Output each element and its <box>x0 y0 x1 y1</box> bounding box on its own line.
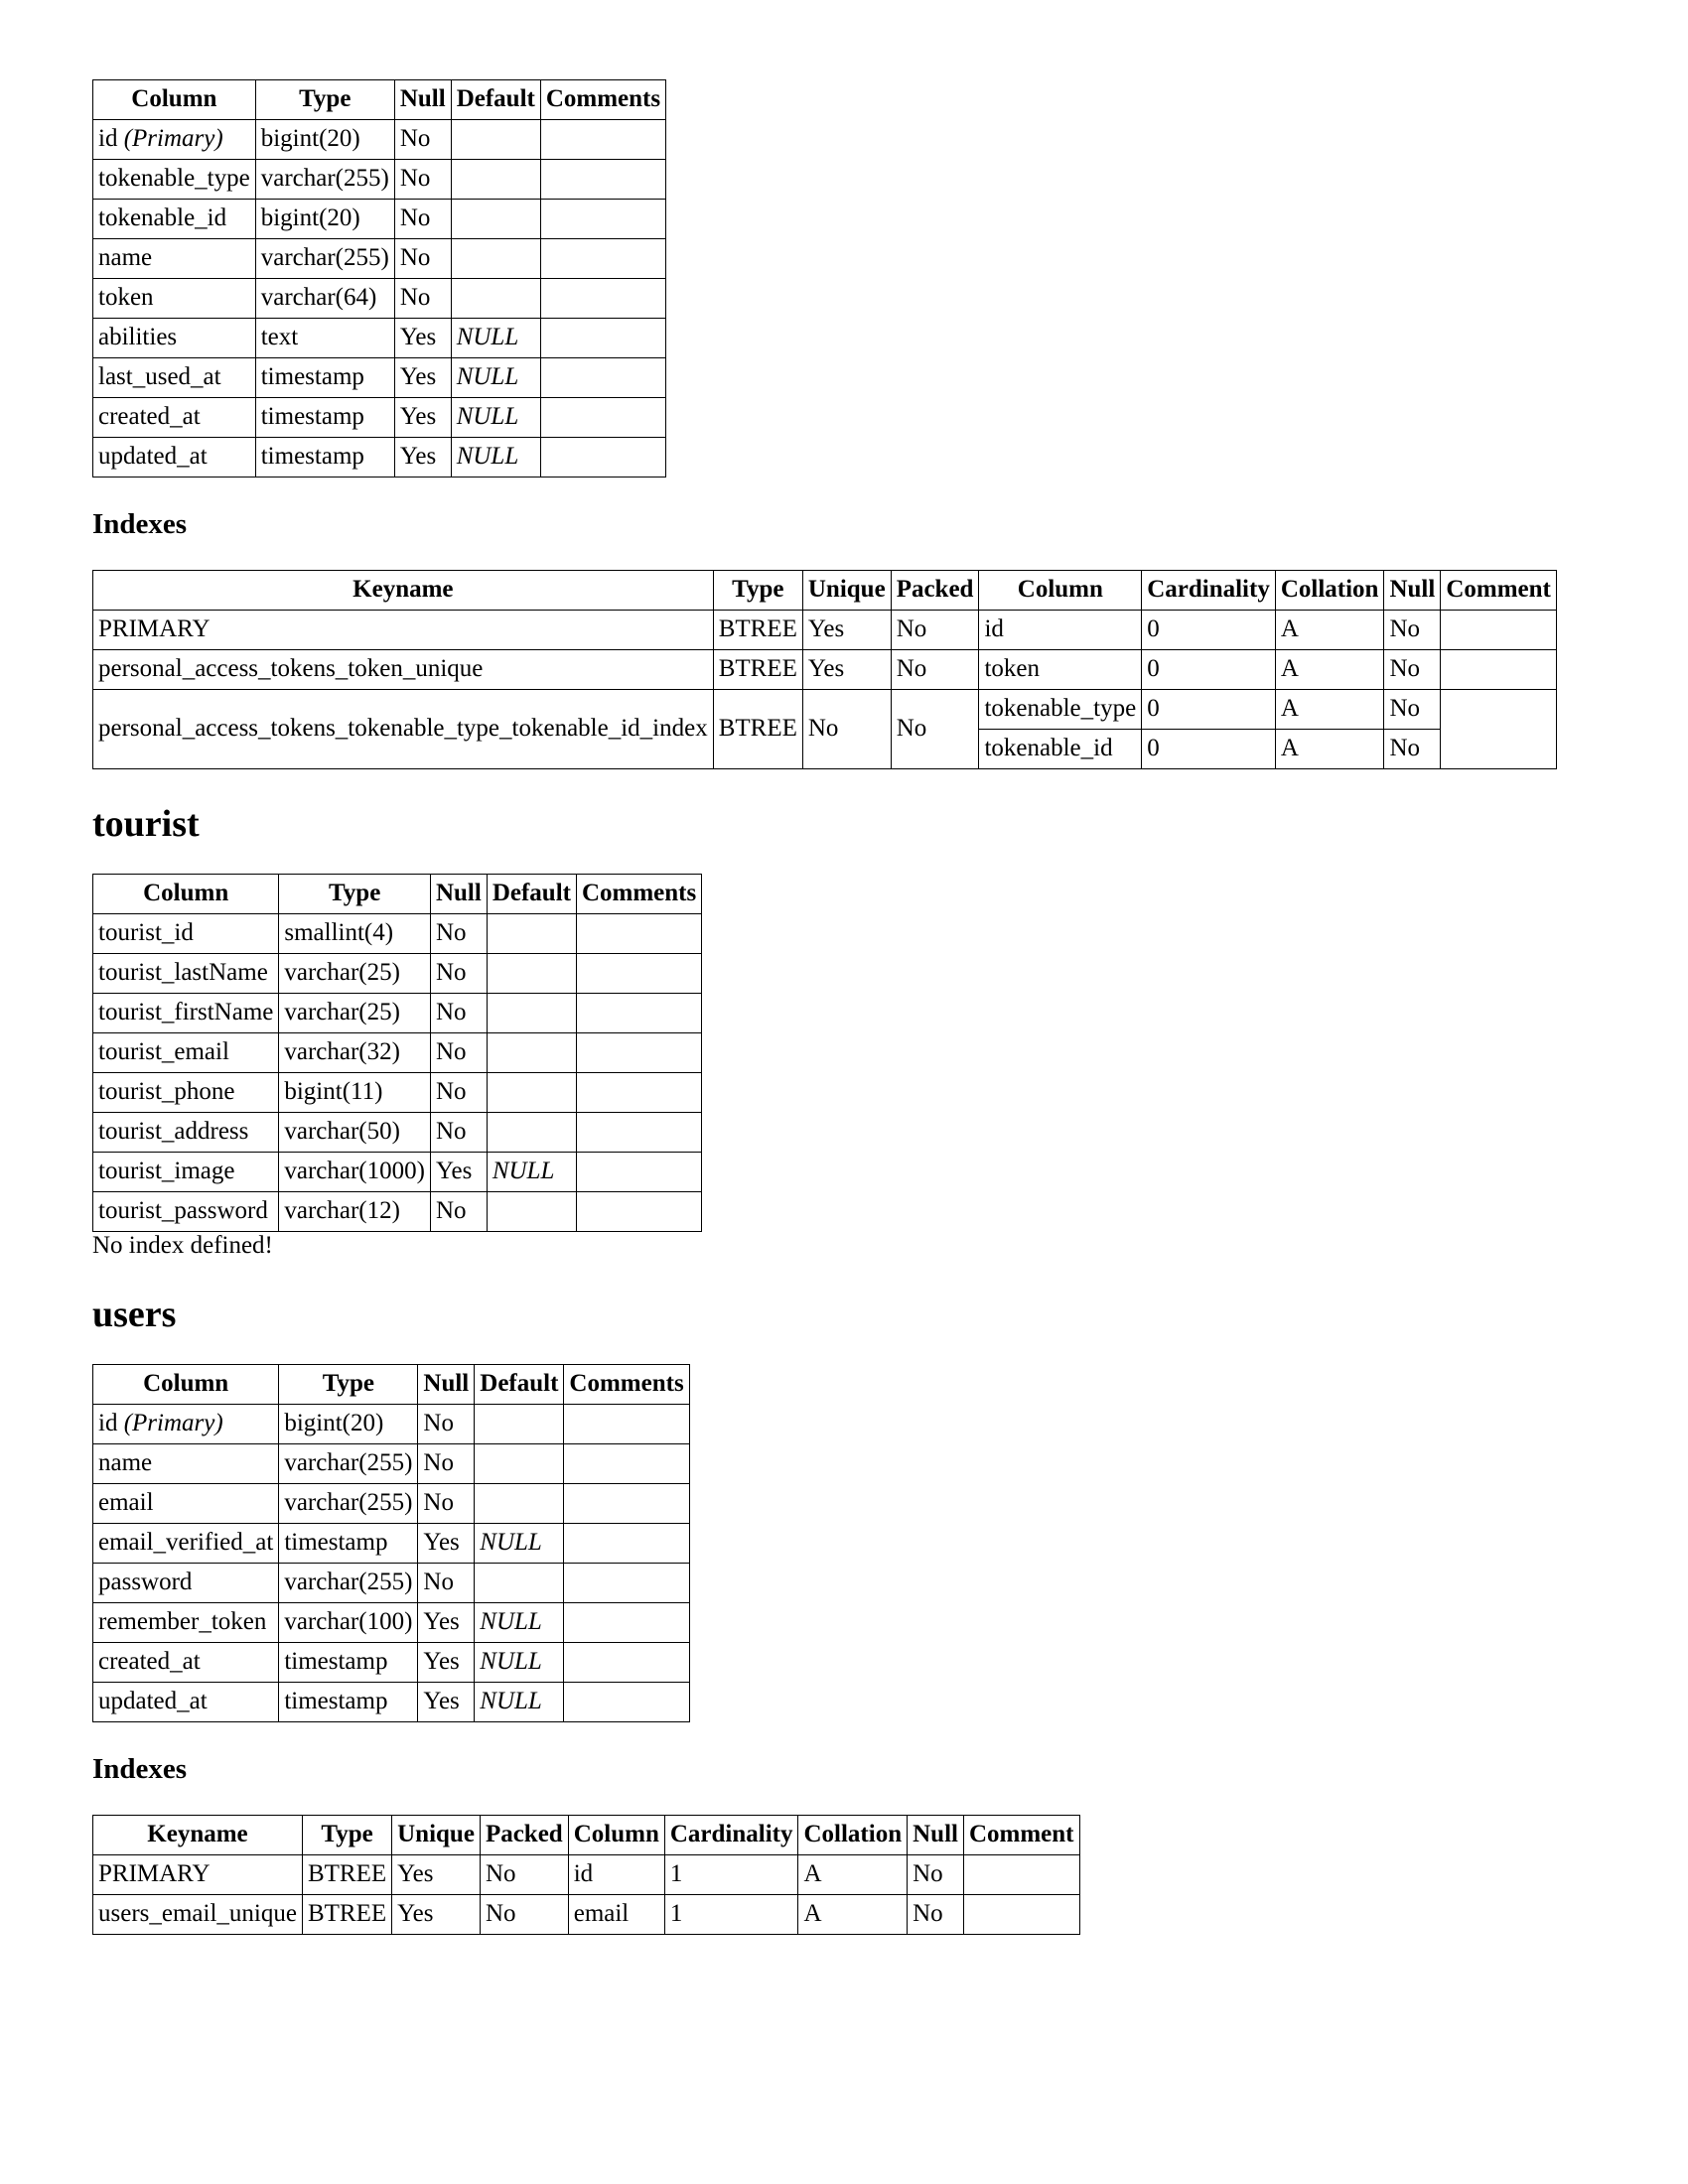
no-index-note: No index defined! <box>92 1232 273 1259</box>
column-comments <box>576 914 701 954</box>
index-unique: Yes <box>392 1855 481 1895</box>
table-row <box>93 1683 690 1722</box>
column-name: name <box>93 1444 279 1484</box>
header-type: Type <box>279 875 431 914</box>
header-keyname: Keyname <box>93 571 714 611</box>
primary-label: (Primary) <box>123 1410 223 1436</box>
table-row <box>93 1405 690 1444</box>
column-null: Yes <box>394 319 451 358</box>
column-default <box>487 1113 576 1153</box>
column-default: NULL <box>475 1683 564 1722</box>
tourist-title: tourist <box>92 803 200 845</box>
index-cardinality: 0 <box>1142 690 1276 730</box>
index-null: No <box>1384 650 1441 690</box>
column-default <box>487 1073 576 1113</box>
column-type: varchar(12) <box>279 1192 431 1232</box>
header-packed: Packed <box>891 571 979 611</box>
header-type: Type <box>255 80 394 120</box>
header-keyname: Keyname <box>93 1816 303 1855</box>
column-type: text <box>255 319 394 358</box>
header-default: Default <box>487 875 576 914</box>
column-default: NULL <box>475 1603 564 1643</box>
column-comments <box>576 994 701 1033</box>
column-null: No <box>394 239 451 279</box>
table-row <box>93 690 1557 730</box>
header-collation: Collation <box>1275 571 1384 611</box>
index-keyname: PRIMARY <box>93 1855 303 1895</box>
column-name: tourist_id <box>93 914 279 954</box>
column-name: name <box>93 239 256 279</box>
index-packed: No <box>891 690 979 769</box>
column-default <box>451 160 540 200</box>
column-comments <box>540 200 665 239</box>
column-type: varchar(255) <box>255 239 394 279</box>
header-packed: Packed <box>480 1816 568 1855</box>
column-name: tokenable_type <box>93 160 256 200</box>
column-name: tokenable_id <box>93 200 256 239</box>
column-null: No <box>430 1073 487 1113</box>
column-comments <box>564 1683 689 1722</box>
header-null: Null <box>418 1365 475 1405</box>
index-packed: No <box>891 611 979 650</box>
index-comment <box>963 1855 1079 1895</box>
column-type: timestamp <box>279 1643 418 1683</box>
table-row <box>93 1444 690 1484</box>
column-type: smallint(4) <box>279 914 431 954</box>
column-name: email_verified_at <box>93 1524 279 1564</box>
column-name: tourist_password <box>93 1192 279 1232</box>
column-name: created_at <box>93 1643 279 1683</box>
header-null: Null <box>1384 571 1441 611</box>
column-name: token <box>93 279 256 319</box>
column-default <box>487 954 576 994</box>
index-collation: A <box>1275 690 1384 730</box>
column-default <box>451 200 540 239</box>
header-null: Null <box>394 80 451 120</box>
table-row <box>93 120 666 160</box>
index-type: BTREE <box>713 650 802 690</box>
column-name: tourist_email <box>93 1033 279 1073</box>
index-packed: No <box>480 1855 568 1895</box>
column-type: varchar(32) <box>279 1033 431 1073</box>
index-packed: No <box>891 650 979 690</box>
index-keyname: PRIMARY <box>93 611 714 650</box>
header-comments: Comments <box>576 875 701 914</box>
column-type: varchar(64) <box>255 279 394 319</box>
index-comment <box>1441 650 1557 690</box>
column-name: last_used_at <box>93 358 256 398</box>
indexes-heading: Indexes <box>92 1753 188 1785</box>
index-keyname: personal_access_tokens_token_unique <box>93 650 714 690</box>
column-comments <box>540 398 665 438</box>
index-column: token <box>979 650 1142 690</box>
index-unique: No <box>802 690 891 769</box>
index-collation: A <box>798 1855 908 1895</box>
table-row <box>93 239 666 279</box>
column-type: timestamp <box>279 1683 418 1722</box>
table-row <box>93 1564 690 1603</box>
header-column: Column <box>979 571 1142 611</box>
column-name: tourist_phone <box>93 1073 279 1113</box>
header-comments: Comments <box>564 1365 689 1405</box>
column-default: NULL <box>475 1524 564 1564</box>
index-column: id <box>568 1855 664 1895</box>
header-type: Type <box>713 571 802 611</box>
index-type: BTREE <box>713 611 802 650</box>
column-null: No <box>430 954 487 994</box>
index-column: email <box>568 1895 664 1935</box>
column-name: updated_at <box>93 1683 279 1722</box>
index-keyname: users_email_unique <box>93 1895 303 1935</box>
table-header-row <box>93 875 702 914</box>
column-comments <box>540 358 665 398</box>
column-null: No <box>394 279 451 319</box>
column-name: remember_token <box>93 1603 279 1643</box>
table-row <box>93 1484 690 1524</box>
column-default: NULL <box>451 319 540 358</box>
header-column: Column <box>93 80 256 120</box>
table-row <box>93 1895 1080 1935</box>
table-row <box>93 319 666 358</box>
column-default <box>451 239 540 279</box>
column-default <box>451 120 540 160</box>
index-collation: A <box>1275 650 1384 690</box>
column-null: Yes <box>418 1524 475 1564</box>
column-comments <box>576 1113 701 1153</box>
table-row <box>93 1855 1080 1895</box>
index-cardinality: 1 <box>664 1855 798 1895</box>
column-comments <box>576 1073 701 1113</box>
header-null: Null <box>908 1816 964 1855</box>
header-comment: Comment <box>1441 571 1557 611</box>
header-comment: Comment <box>963 1816 1079 1855</box>
header-collation: Collation <box>798 1816 908 1855</box>
column-default <box>475 1444 564 1484</box>
column-name: id (Primary) <box>93 120 256 160</box>
column-default: NULL <box>451 398 540 438</box>
table-row <box>93 1033 702 1073</box>
header-default: Default <box>475 1365 564 1405</box>
column-null: Yes <box>430 1153 487 1192</box>
column-name: tourist_image <box>93 1153 279 1192</box>
column-name: password <box>93 1564 279 1603</box>
table-row <box>93 650 1557 690</box>
tourist-columns-table <box>92 874 702 1232</box>
index-comment <box>1441 690 1557 769</box>
table-row <box>93 1524 690 1564</box>
column-name: id (Primary) <box>93 1405 279 1444</box>
column-null: No <box>418 1564 475 1603</box>
header-cardinality: Cardinality <box>664 1816 798 1855</box>
column-default: NULL <box>451 438 540 478</box>
index-comment <box>1441 611 1557 650</box>
column-null: No <box>418 1444 475 1484</box>
column-type: varchar(255) <box>279 1444 418 1484</box>
column-name: updated_at <box>93 438 256 478</box>
column-null: No <box>394 120 451 160</box>
header-default: Default <box>451 80 540 120</box>
column-default: NULL <box>487 1153 576 1192</box>
column-type: varchar(1000) <box>279 1153 431 1192</box>
index-null: No <box>908 1895 964 1935</box>
users-indexes-table <box>92 1815 1080 1935</box>
header-cardinality: Cardinality <box>1142 571 1276 611</box>
column-null: No <box>430 1192 487 1232</box>
column-null: No <box>418 1405 475 1444</box>
column-default: NULL <box>475 1643 564 1683</box>
index-type: BTREE <box>713 690 802 769</box>
column-default <box>487 1033 576 1073</box>
table-row <box>93 914 702 954</box>
column-default: NULL <box>451 358 540 398</box>
column-null: No <box>394 160 451 200</box>
index-null: No <box>908 1855 964 1895</box>
index-unique: Yes <box>802 650 891 690</box>
header-column: Column <box>93 1365 279 1405</box>
index-null: No <box>1384 730 1441 769</box>
column-null: Yes <box>418 1603 475 1643</box>
table-row <box>93 611 1557 650</box>
index-null: No <box>1384 611 1441 650</box>
users-title: users <box>92 1294 177 1335</box>
column-comments <box>540 319 665 358</box>
column-type: varchar(255) <box>279 1564 418 1603</box>
column-comments <box>540 120 665 160</box>
column-comments <box>564 1405 689 1444</box>
table-row <box>93 1073 702 1113</box>
column-name: tourist_address <box>93 1113 279 1153</box>
column-default <box>487 1192 576 1232</box>
column-comments <box>576 1153 701 1192</box>
header-unique: Unique <box>802 571 891 611</box>
column-type: varchar(255) <box>279 1484 418 1524</box>
table-row <box>93 160 666 200</box>
pat-indexes-table <box>92 570 1557 769</box>
column-type: varchar(25) <box>279 954 431 994</box>
column-null: Yes <box>418 1683 475 1722</box>
column-type: bigint(20) <box>255 200 394 239</box>
header-column: Column <box>93 875 279 914</box>
table-row <box>93 279 666 319</box>
users-columns-table <box>92 1364 690 1722</box>
column-comments <box>540 160 665 200</box>
column-name: tourist_lastName <box>93 954 279 994</box>
column-null: Yes <box>394 398 451 438</box>
index-type: BTREE <box>302 1895 391 1935</box>
header-type: Type <box>279 1365 418 1405</box>
table-row <box>93 994 702 1033</box>
column-comments <box>564 1524 689 1564</box>
index-cardinality: 0 <box>1142 650 1276 690</box>
column-comments <box>564 1444 689 1484</box>
index-collation: A <box>798 1895 908 1935</box>
header-unique: Unique <box>392 1816 481 1855</box>
index-cardinality: 0 <box>1142 730 1276 769</box>
column-type: bigint(11) <box>279 1073 431 1113</box>
column-name: email <box>93 1484 279 1524</box>
table-row <box>93 1113 702 1153</box>
column-default <box>451 279 540 319</box>
index-null: No <box>1384 690 1441 730</box>
column-type: varchar(25) <box>279 994 431 1033</box>
table-header-row <box>93 571 1557 611</box>
index-collation: A <box>1275 730 1384 769</box>
column-default <box>475 1405 564 1444</box>
column-comments <box>540 438 665 478</box>
index-cardinality: 1 <box>664 1895 798 1935</box>
column-type: varchar(255) <box>255 160 394 200</box>
column-null: No <box>418 1484 475 1524</box>
document-page <box>92 79 1661 1935</box>
header-column: Column <box>568 1816 664 1855</box>
index-column: id <box>979 611 1142 650</box>
table-header-row <box>93 1816 1080 1855</box>
column-name: tourist_firstName <box>93 994 279 1033</box>
column-default <box>475 1484 564 1524</box>
index-column: tokenable_id <box>979 730 1142 769</box>
column-comments <box>576 1192 701 1232</box>
column-name: abilities <box>93 319 256 358</box>
table-row <box>93 1603 690 1643</box>
index-type: BTREE <box>302 1855 391 1895</box>
index-cardinality: 0 <box>1142 611 1276 650</box>
column-comments <box>576 1033 701 1073</box>
column-name: created_at <box>93 398 256 438</box>
table-row <box>93 200 666 239</box>
column-comments <box>576 954 701 994</box>
indexes-heading: Indexes <box>92 508 188 540</box>
header-type: Type <box>302 1816 391 1855</box>
pat-columns-table <box>92 79 666 478</box>
table-row <box>93 398 666 438</box>
index-comment <box>963 1895 1079 1935</box>
index-keyname: personal_access_tokens_tokenable_type_tokenable_id_index <box>93 690 714 769</box>
table-row <box>93 438 666 478</box>
table-row <box>93 1643 690 1683</box>
index-column: tokenable_type <box>979 690 1142 730</box>
index-unique: Yes <box>802 611 891 650</box>
column-null: No <box>430 1033 487 1073</box>
index-collation: A <box>1275 611 1384 650</box>
index-unique: Yes <box>392 1895 481 1935</box>
column-type: timestamp <box>279 1524 418 1564</box>
column-type: bigint(20) <box>279 1405 418 1444</box>
column-type: varchar(50) <box>279 1113 431 1153</box>
column-default <box>487 914 576 954</box>
table-header-row <box>93 1365 690 1405</box>
column-null: Yes <box>418 1643 475 1683</box>
column-type: timestamp <box>255 398 394 438</box>
column-comments <box>564 1643 689 1683</box>
column-null: No <box>430 994 487 1033</box>
column-default <box>487 994 576 1033</box>
column-type: timestamp <box>255 438 394 478</box>
column-comments <box>564 1484 689 1524</box>
column-comments <box>564 1603 689 1643</box>
table-header-row <box>93 80 666 120</box>
column-default <box>475 1564 564 1603</box>
column-comments <box>540 239 665 279</box>
header-null: Null <box>430 875 487 914</box>
column-null: No <box>394 200 451 239</box>
index-packed: No <box>480 1895 568 1935</box>
table-row <box>93 954 702 994</box>
column-null: No <box>430 914 487 954</box>
column-comments <box>564 1564 689 1603</box>
header-comments: Comments <box>540 80 665 120</box>
column-type: timestamp <box>255 358 394 398</box>
column-type: varchar(100) <box>279 1603 418 1643</box>
column-type: bigint(20) <box>255 120 394 160</box>
column-null: Yes <box>394 358 451 398</box>
table-row <box>93 1153 702 1192</box>
column-null: Yes <box>394 438 451 478</box>
table-row <box>93 358 666 398</box>
column-null: No <box>430 1113 487 1153</box>
table-row <box>93 1192 702 1232</box>
primary-label: (Primary) <box>123 125 223 152</box>
column-comments <box>540 279 665 319</box>
